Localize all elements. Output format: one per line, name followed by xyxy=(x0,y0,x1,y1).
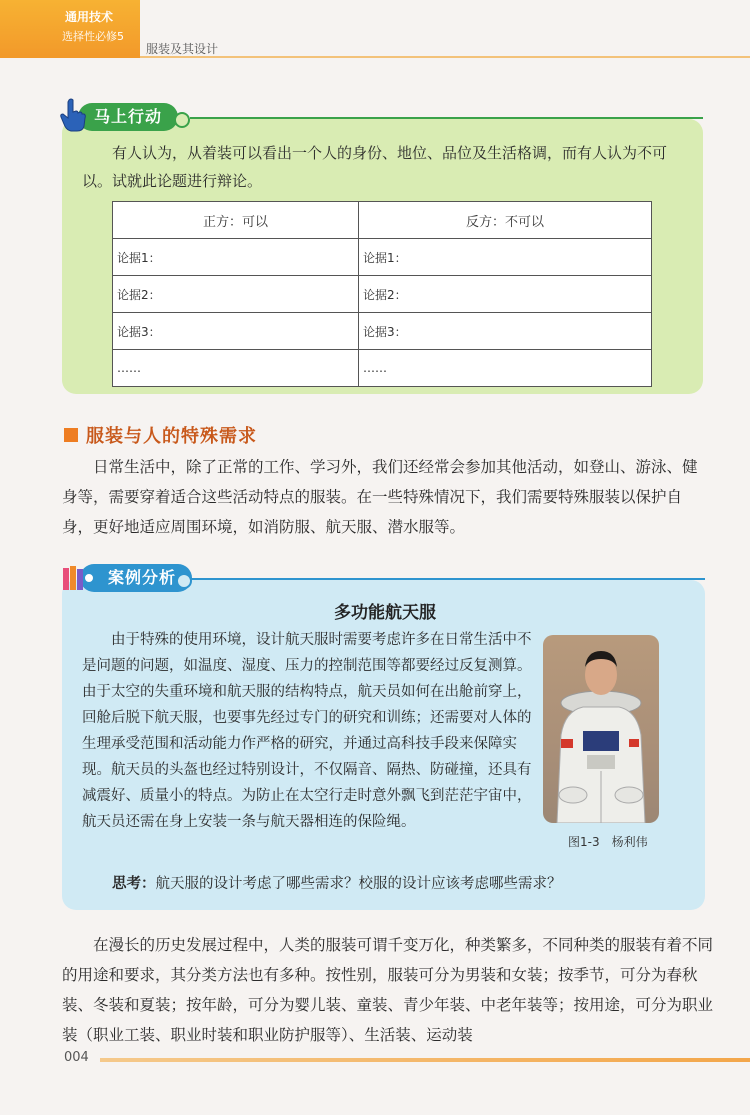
case-tag-label: 案例分析 xyxy=(108,568,177,587)
footer-rule xyxy=(100,1058,750,1062)
astronaut-illustration-icon xyxy=(543,635,659,823)
table-row xyxy=(113,239,652,276)
section-title: 服装与人的特殊需求 xyxy=(86,426,257,447)
case-tag xyxy=(80,564,192,592)
think-text: 航天服的设计考虑了哪些需求？校服的设计应该考虑哪些需求？ xyxy=(155,876,562,892)
action-prompt: 有人认为，从着装可以看出一个人的身份、地位、品位及生活格调，而有人认为不可以。试就此论题进行辩论。 xyxy=(82,144,668,190)
table-cell: 论据3： xyxy=(358,313,651,350)
action-tag-label: 马上行动 xyxy=(94,107,163,126)
table-header-con: 反方：不可以 xyxy=(358,202,651,239)
table-cell: 论据2： xyxy=(358,276,651,313)
book-subtitle: 选择性必修5 xyxy=(62,30,124,43)
action-tag-circle-icon xyxy=(174,112,190,128)
case-tag-rule xyxy=(190,578,705,580)
chapter-title: 服装及其设计 xyxy=(146,42,219,56)
table-header-pro: 正方：可以 xyxy=(113,202,359,239)
table-cell: 论据1： xyxy=(358,239,651,276)
book-title: 通用技术 xyxy=(65,10,114,24)
table-cell: 论据1： xyxy=(113,239,359,276)
table-cell: …… xyxy=(358,350,651,387)
photo-caption: 图1-3 杨利伟 xyxy=(568,835,648,849)
action-tag xyxy=(78,103,178,131)
section-paragraph: 日常生活中，除了正常的工作、学习外，我们还经常会参加其他活动，如登山、游泳、健身等，需要穿着适合这些活动特点的服装。在一些特殊情况下，我们需要特殊服装以保护自身，更好地适应周围环境，如消防服、航天服、潜水服等。 xyxy=(62,458,698,536)
case-tag-circle-icon xyxy=(176,573,192,589)
action-tag-rule xyxy=(190,117,703,119)
books-magnifier-icon xyxy=(62,565,96,591)
table-row xyxy=(113,313,652,350)
table-row xyxy=(113,276,652,313)
header-rule xyxy=(140,56,750,58)
section-marker-icon xyxy=(64,428,78,442)
think-question xyxy=(112,872,562,893)
table-cell: 论据2： xyxy=(113,276,359,313)
table-cell: 论据3： xyxy=(113,313,359,350)
case-title: 多功能航天服 xyxy=(334,603,436,623)
astronaut-photo xyxy=(543,635,659,823)
page-number: 004 xyxy=(64,1050,89,1065)
debate-table xyxy=(112,201,652,387)
table-row xyxy=(113,350,652,387)
think-label: 思考： xyxy=(112,876,156,892)
pointing-hand-icon xyxy=(60,98,86,132)
closing-paragraph: 在漫长的历史发展过程中，人类的服装可谓千变万化，种类繁多，不同种类的服装有着不同的用途和要求，其分类方法也有多种。按性别，服装可分为男装和女装；按季节，可分为春秋装、冬装和夏装；按年龄，可分为婴儿装、童装、青少年装、中老年装等；按用途，可分为职业装（职业工装、职业时装和职业防护服等）、生活装、运动装 xyxy=(62,936,714,1044)
case-text: 由于特殊的使用环境，设计航天服时需要考虑许多在日常生活中不是问题的问题，如温度、湿度、压力的控制范围等都要经过反复测算。由于太空的失重环境和航天服的结构特点，航天员如何在出舱前穿上，回舱后脱下航天服，也要事先经过专门的研究和训练；还需要对人体的生理承受范围和活动能力作严格的研究，并通过高科技手段来保障实现。航天员的头盔也经过特别设计，不仅隔音、隔热、防碰撞，还具有减震好、质量小的特点。为防止在太空行走时意外飘飞到茫茫宇宙中，航天员还需在身上安装一条与航天器相连的保险绳。 xyxy=(82,632,532,830)
table-cell: …… xyxy=(113,350,359,387)
